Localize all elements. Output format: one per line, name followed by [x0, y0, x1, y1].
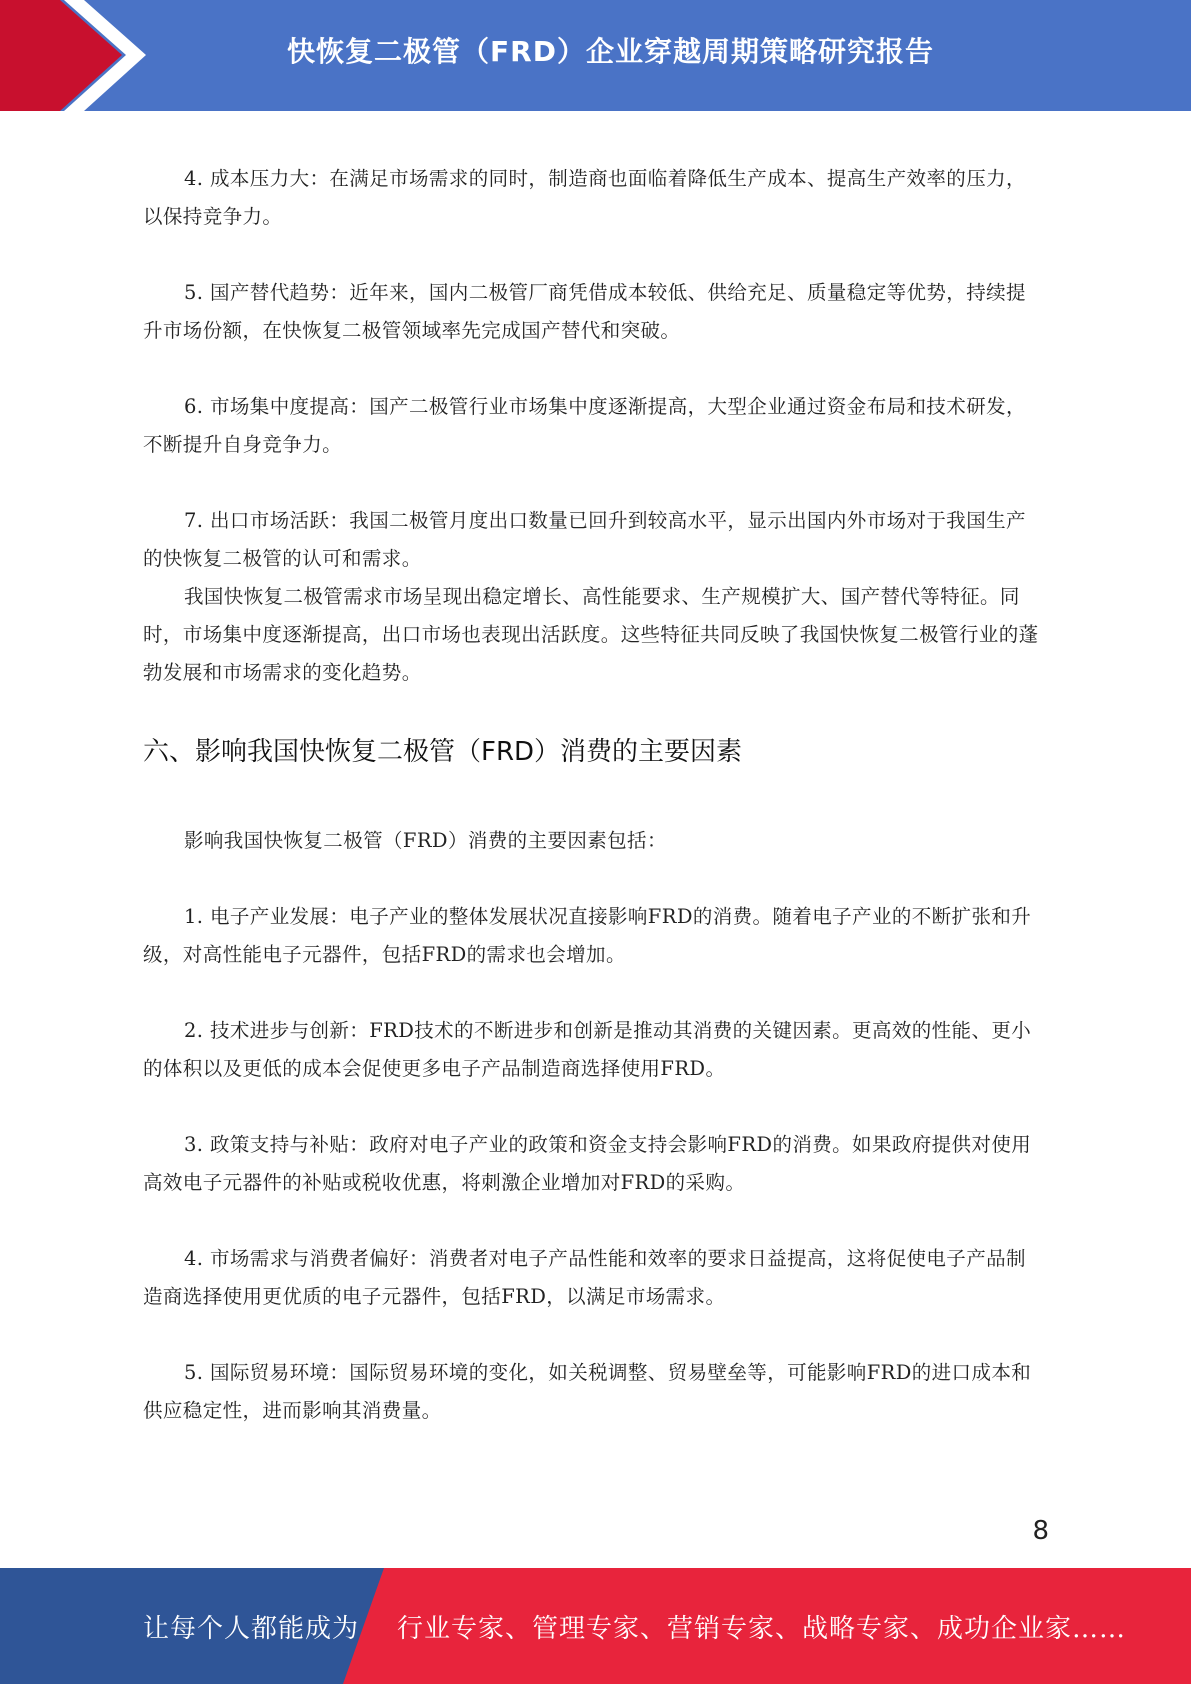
section-heading: 六、影响我国快恢复二极管（FRD）消费的主要因素 — [143, 737, 743, 767]
paragraph-export-market: 7. 出口市场活跃：我国二极管月度出口数量已回升到较高水平，显示出国内外市场对于我国生产的快恢复二极管的认可和需求。 — [143, 509, 1026, 570]
paragraph-market-concentration: 6. 市场集中度提高：国产二极管行业市场集中度逐渐提高，大型企业通过资金布局和技术研发，不断提升自身竞争力。 — [143, 395, 1026, 456]
factor-market-demand: 4. 市场需求与消费者偏好：消费者对电子产品性能和效率的要求日益提高，这将促使电子产品制造商选择使用更优质的电子元器件，包括FRD，以满足市场需求。 — [143, 1247, 1026, 1308]
factor-policy-support: 3. 政策支持与补贴：政府对电子产业的政策和资金支持会影响FRD的消费。如果政府提供对使用高效电子元器件的补贴或税收优惠，将刺激企业增加对FRD的采购。 — [143, 1133, 1032, 1194]
footer-slogan-left: 让每个人都能成为 — [143, 1613, 360, 1644]
factor-international-trade: 5. 国际贸易环境：国际贸易环境的变化，如关税调整、贸易壁垒等，可能影响FRD的进口成本和供应稳定性，进而影响其消费量。 — [143, 1361, 1032, 1422]
paragraph-summary: 我国快恢复二极管需求市场呈现出稳定增长、高性能要求、生产规模扩大、国产替代等特征。同时，市场集中度逐渐提高，出口市场也表现出活跃度。这些特征共同反映了我国快恢复二极管行业的蓬勃发展和市场需求的变化趋势。 — [143, 585, 1039, 684]
header-chevron-graphic — [0, 0, 160, 111]
section-intro: 影响我国快恢复二极管（FRD）消费的主要因素包括： — [184, 829, 667, 852]
report-title: 快恢复二极管（FRD）企业穿越周期策略研究报告 — [287, 35, 934, 68]
page-header — [0, 0, 1191, 111]
factor-electronics-industry: 1. 电子产业发展：电子产业的整体发展状况直接影响FRD的消费。随着电子产业的不断扩张和升级，对高性能电子元器件，包括FRD的需求也会增加。 — [143, 905, 1032, 966]
page-number: 8 — [1032, 1516, 1049, 1546]
paragraph-domestic-substitution: 5. 国产替代趋势：近年来，国内二极管厂商凭借成本较低、供给充足、质量稳定等优势，持续提升市场份额，在快恢复二极管领域率先完成国产替代和突破。 — [143, 281, 1026, 342]
paragraph-cost-pressure: 4. 成本压力大：在满足市场需求的同时，制造商也面临着降低生产成本、提高生产效率的压力，以保持竞争力。 — [143, 167, 1026, 228]
page-content — [143, 160, 1043, 1430]
footer-slogan-right: 行业专家、管理专家、营销专家、战略专家、成功企业家…… — [397, 1613, 1127, 1644]
factor-technology-innovation: 2. 技术进步与创新：FRD技术的不断进步和创新是推动其消费的关键因素。更高效的性能、更小的体积以及更低的成本会促使更多电子产品制造商选择使用FRD。 — [143, 1019, 1032, 1080]
page-footer — [0, 1568, 1191, 1684]
